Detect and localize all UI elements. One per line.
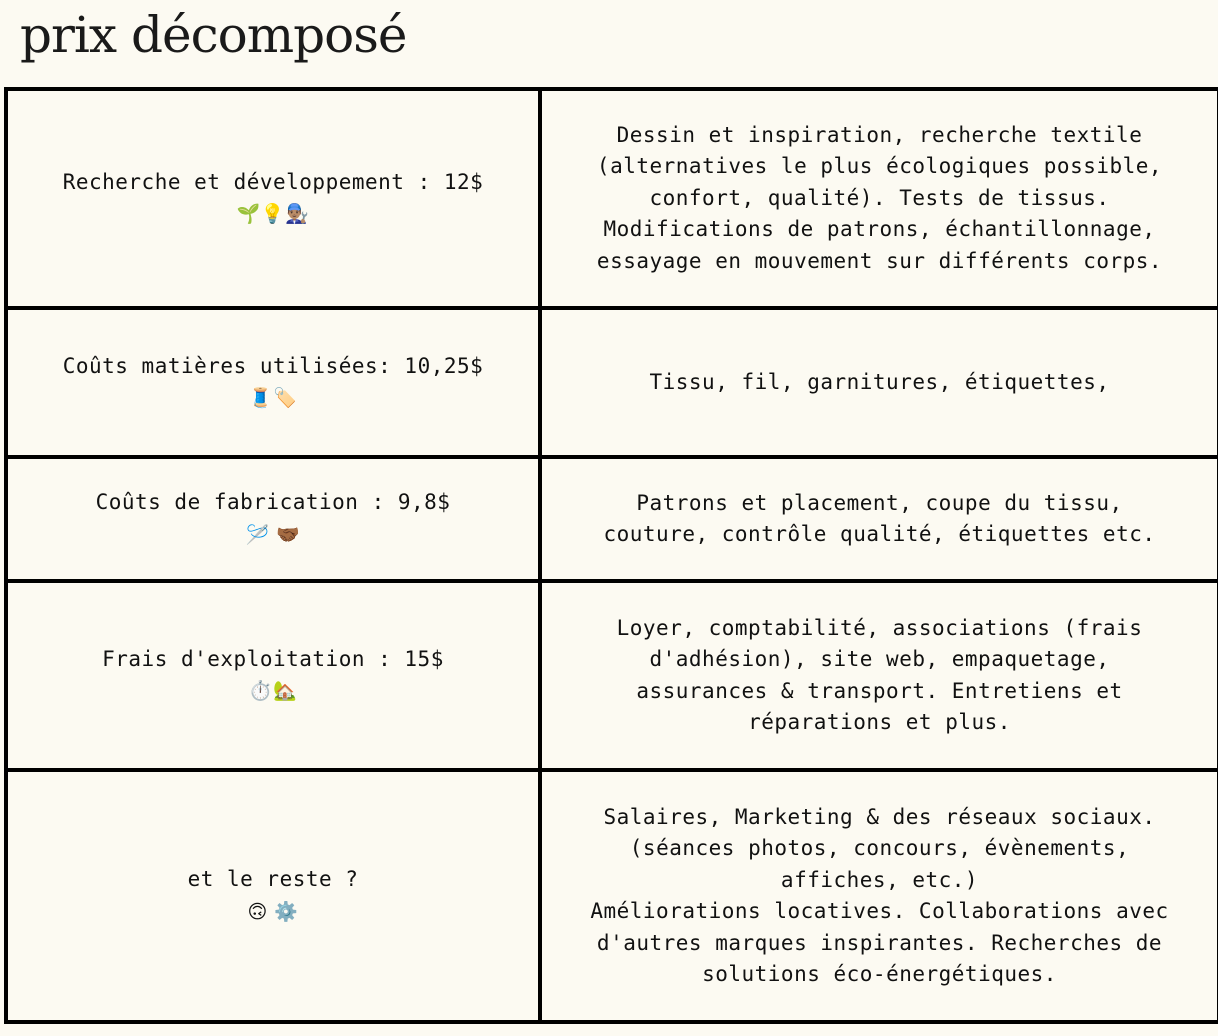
- table-row: [6, 770, 1218, 1022]
- description-line: d'autres marques inspirantes. Recherches de: [596, 930, 1163, 955]
- cost-category-label: Frais d'exploitation : 15$: [102, 646, 444, 671]
- research-emoji-icon: 🌱💡👨🏽‍🔧: [236, 203, 310, 226]
- table-row: [6, 581, 1218, 770]
- description-line: couture, contrôle qualité, étiquettes etc.: [603, 522, 1156, 546]
- cost-category-cell: [6, 457, 540, 581]
- description-line: solutions éco-énergétiques.: [702, 962, 1057, 986]
- description-line: assurances & transport. Entretiens et: [636, 678, 1123, 703]
- page-title: prix décomposé: [20, 6, 407, 64]
- cost-category-label: et le reste ?: [187, 867, 359, 892]
- cost-description-cell: [540, 308, 1218, 457]
- cost-category-cell: [6, 89, 540, 308]
- operations-emoji-icon: ⏱️🏡: [248, 680, 298, 703]
- description-line: Patrons et placement, coupe du tissu,: [636, 490, 1123, 515]
- manufacturing-emoji-icon: 🪡 🤝🏾: [245, 523, 301, 546]
- table-row: [6, 308, 1218, 457]
- description-line: Tissu, fil, garnitures, étiquettes,: [649, 369, 1110, 394]
- cost-category-label: Coûts matières utilisées: 10,25$: [62, 353, 484, 378]
- cost-description-cell: [540, 89, 1218, 308]
- cost-category-label: Coûts de fabrication : 9,8$: [95, 490, 451, 515]
- cost-category-cell: [6, 770, 540, 1022]
- cost-category-cell: [6, 581, 540, 770]
- description-line: Améliorations locatives. Collaborations avec: [590, 899, 1169, 923]
- table-row: [6, 89, 1218, 308]
- description-line: essayage en mouvement sur différents corps.: [596, 248, 1163, 273]
- description-line: (alternatives le plus écologiques possible,: [596, 154, 1163, 179]
- description-line: Modifications de patrons, échantillonnage,: [603, 217, 1156, 242]
- price-breakdown-table: [4, 87, 1218, 1024]
- description-line: d'adhésion), site web, empaquetage,: [649, 647, 1110, 671]
- rest-emoji-icon: 🙃 ⚙️: [247, 900, 299, 923]
- table-row: [6, 457, 1218, 581]
- description-line: affiches, etc.): [780, 867, 979, 892]
- description-line: (séances photos, concours, évènements,: [629, 836, 1130, 860]
- description-line: Loyer, comptabilité, associations (frais: [616, 615, 1143, 640]
- cost-description-cell: [540, 457, 1218, 581]
- cost-category-cell: [6, 308, 540, 457]
- description-line: Dessin et inspiration, recherche textile: [616, 122, 1143, 147]
- cost-description-cell: [540, 770, 1218, 1022]
- description-line: Salaires, Marketing & des réseaux sociaux.: [603, 804, 1156, 829]
- cost-description-cell: [540, 581, 1218, 770]
- description-line: confort, qualité). Tests de tissus.: [649, 185, 1110, 210]
- cost-category-label: Recherche et développement : 12$: [62, 169, 484, 194]
- description-line: réparations et plus.: [748, 710, 1011, 734]
- materials-emoji-icon: 🧵🏷️: [248, 387, 298, 410]
